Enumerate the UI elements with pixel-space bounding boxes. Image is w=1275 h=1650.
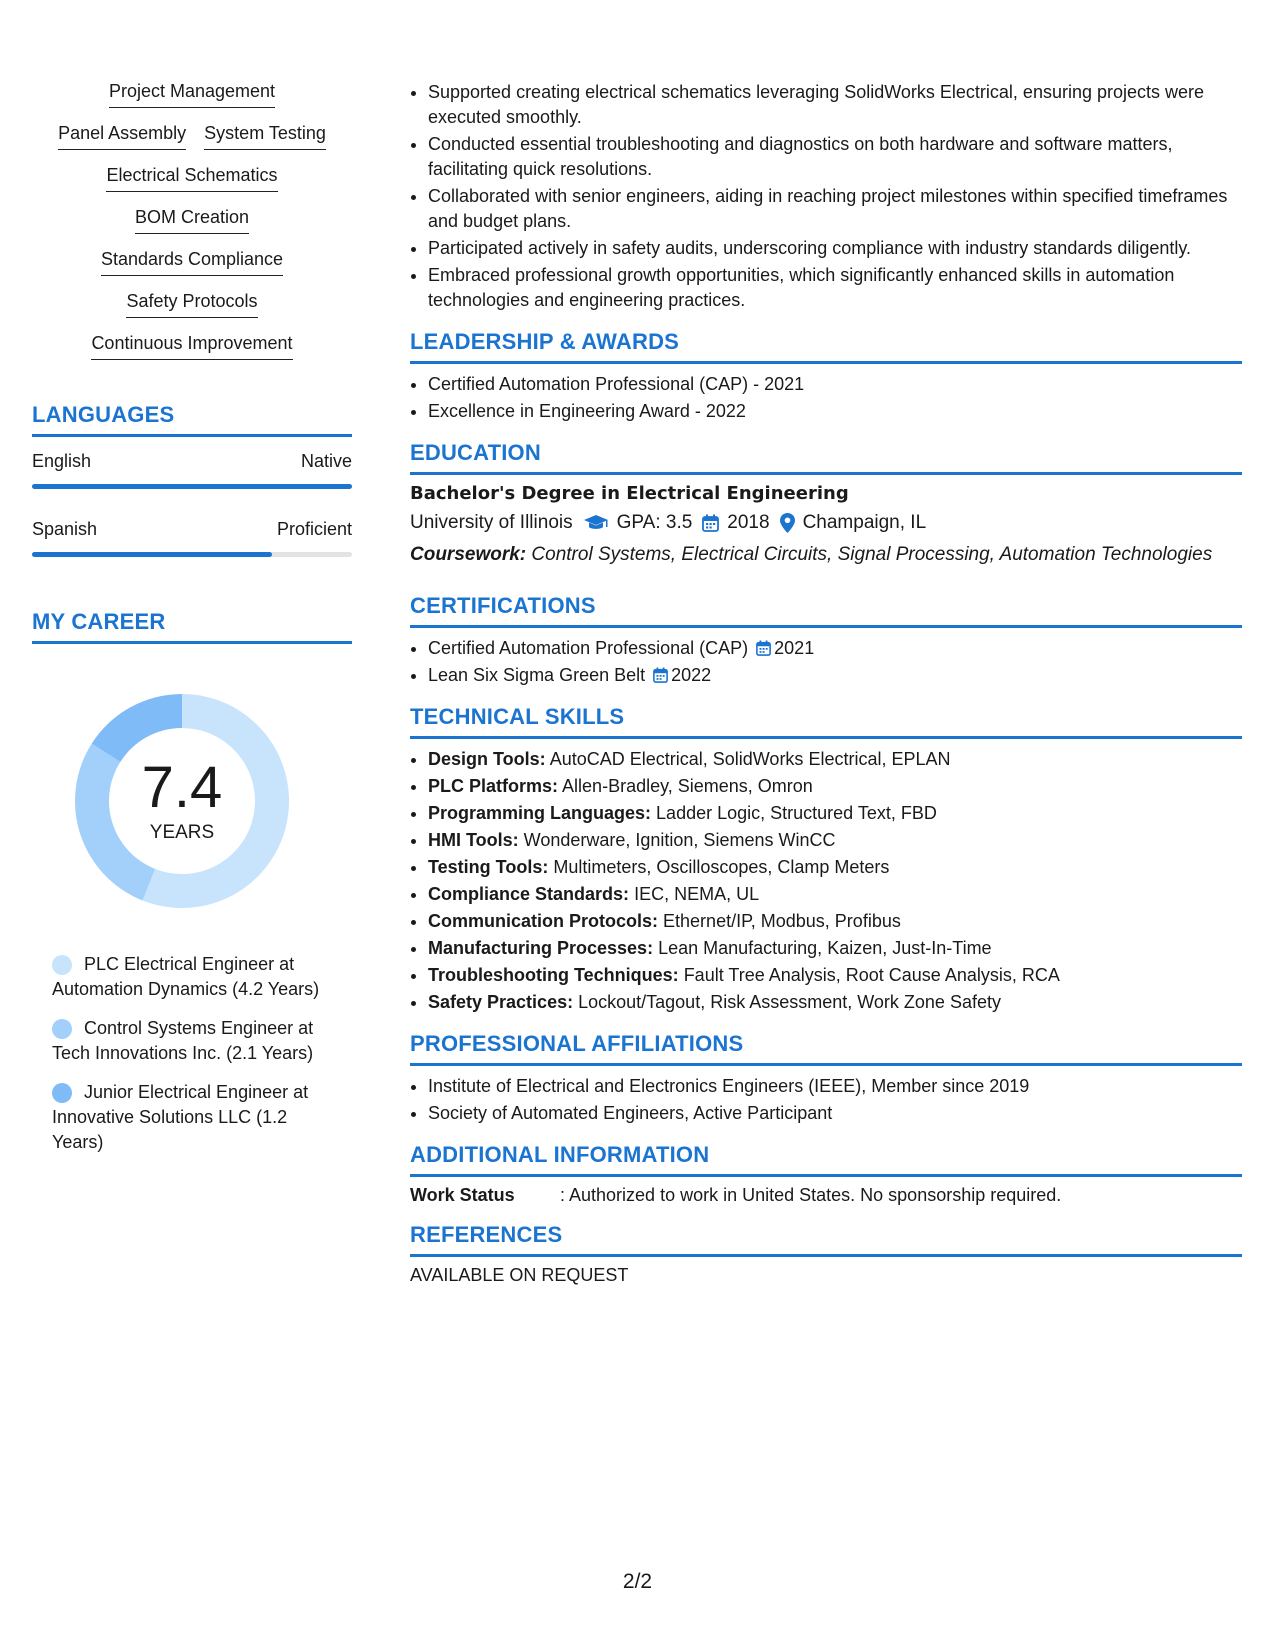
skill-values: AutoCAD Electrical, SolidWorks Electrical, EPLAN: [549, 749, 951, 769]
skill-values: Fault Tree Analysis, Root Cause Analysis, RCA: [683, 965, 1060, 985]
graduation-year: 2018: [727, 512, 770, 533]
leadership-list: [410, 372, 1242, 424]
career-years-unit: YEARS: [149, 822, 215, 843]
languages-heading: LANGUAGES: [32, 402, 352, 437]
skill-values: Lockout/Tagout, Risk Assessment, Work Zone Safety: [578, 992, 1001, 1012]
skill-category: Communication Protocols:: [428, 911, 659, 931]
degree-title: Bachelor's Degree in Electrical Engineering: [410, 483, 849, 504]
technical-skills-list: [410, 747, 1242, 1015]
language-level: Proficient: [276, 519, 352, 539]
skill-category: Troubleshooting Techniques:: [428, 965, 679, 985]
language-level: Native: [300, 451, 352, 471]
career-donut: [67, 686, 297, 916]
experience-bullet: • Participated actively in safety audits, underscoring compliance with industry standards diligently.: [428, 236, 1242, 261]
skill-values: IEC, NEMA, UL: [634, 884, 760, 904]
gpa: GPA: 3.5: [616, 512, 693, 533]
technical-skill-item: [428, 774, 1242, 799]
language-bar-fill: [32, 484, 352, 489]
technical-skill-item: [428, 747, 1242, 772]
calendar-icon: [702, 514, 719, 532]
work-status: [410, 1185, 1242, 1206]
skill-tag: Standards Compliance: [101, 248, 283, 276]
career-total-years: 7.4: [141, 755, 223, 820]
skill-category: Design Tools:: [428, 749, 546, 769]
work-status-label: Work Status: [410, 1185, 515, 1205]
calendar-icon: [756, 640, 771, 656]
references-heading: REFERENCES: [410, 1222, 1242, 1257]
language-name: English: [32, 451, 92, 471]
language-bar: [32, 552, 352, 557]
education-details: [410, 512, 1242, 534]
skill-tag: Safety Protocols: [126, 290, 257, 318]
affiliation-item: • Institute of Electrical and Electronics Engineers (IEEE), Member since 2019: [428, 1074, 1242, 1099]
skill-values: Allen-Bradley, Siemens, Omron: [562, 776, 813, 796]
legend-dot: [52, 955, 72, 975]
experience-bullets: [410, 80, 1242, 313]
career-role: Junior Electrical Engineer at Innovative Solutions LLC (1.2 Years): [52, 1082, 309, 1152]
certification-name: Lean Six Sigma Green Belt: [428, 665, 646, 685]
career-legend-item: [52, 952, 332, 1002]
career-legend-item: [52, 1080, 332, 1155]
technical-skill-item: [428, 990, 1242, 1015]
work-status-value: : Authorized to work in United States. No sponsorship required.: [560, 1185, 1062, 1205]
skill-tag: Panel Assembly: [58, 122, 186, 150]
skill-category: Programming Languages:: [428, 803, 652, 823]
coursework-label: Coursework:: [410, 544, 527, 565]
left-column: [32, 80, 352, 1169]
skill-tag: BOM Creation: [135, 206, 249, 234]
award-item: • Certified Automation Professional (CAP) - 2021: [428, 372, 1242, 397]
technical-skill-item: [428, 963, 1242, 988]
right-column: [410, 80, 1242, 1286]
career-role: PLC Electrical Engineer at Automation Dynamics (4.2 Years): [52, 954, 320, 999]
certifications-list: [410, 636, 1242, 688]
career-legend: [52, 952, 352, 1155]
skills-tags: [32, 80, 352, 360]
experience-bullet: • Supported creating electrical schematics leveraging SolidWorks Electrical, ensuring projects were executed smoothly.: [428, 80, 1242, 130]
leadership-heading: LEADERSHIP & AWARDS: [410, 329, 1242, 364]
additional-info-heading: ADDITIONAL INFORMATION: [410, 1142, 1242, 1177]
languages-list: [32, 451, 352, 557]
technical-skill-item: [428, 855, 1242, 880]
skill-category: Manufacturing Processes:: [428, 938, 654, 958]
technical-skills-heading: TECHNICAL SKILLS: [410, 704, 1242, 739]
certification-item: [428, 636, 1242, 661]
affiliations-list: [410, 1074, 1242, 1126]
coursework-list: Control Systems, Electrical Circuits, Signal Processing, Automation Technologies: [531, 544, 1213, 565]
certification-year: 2021: [774, 638, 815, 658]
legend-dot: [52, 1083, 72, 1103]
career-role: Control Systems Engineer at Tech Innovations Inc. (2.1 Years): [52, 1018, 314, 1063]
skill-values: Wonderware, Ignition, Siemens WinCC: [523, 830, 836, 850]
school-name: University of Illinois: [410, 512, 573, 533]
skill-category: Compliance Standards:: [428, 884, 630, 904]
language-entry: [32, 519, 352, 557]
technical-skill-item: [428, 828, 1242, 853]
skill-values: Ethernet/IP, Modbus, Profibus: [663, 911, 901, 931]
page-number: 2/2: [622, 1570, 653, 1593]
language-entry: [32, 451, 352, 489]
skill-tag: Continuous Improvement: [91, 332, 292, 360]
technical-skill-item: [428, 909, 1242, 934]
skill-values: Multimeters, Oscilloscopes, Clamp Meters: [553, 857, 890, 877]
technical-skill-item: [428, 801, 1242, 826]
skill-category: PLC Platforms:: [428, 776, 559, 796]
legend-dot: [52, 1019, 72, 1039]
location-pin-icon: [780, 513, 795, 533]
experience-bullet: • Embraced professional growth opportunities, which significantly enhanced skills in automation technologies and engineering practices.: [428, 263, 1242, 313]
experience-bullet: • Conducted essential troubleshooting and diagnostics on both hardware and software matters, facilitating quick resolutions.: [428, 132, 1242, 182]
language-bar-fill: [32, 552, 272, 557]
skill-tag: System Testing: [204, 122, 326, 150]
technical-skill-item: [428, 882, 1242, 907]
certification-name: Certified Automation Professional (CAP): [428, 638, 749, 658]
affiliation-item: • Society of Automated Engineers, Active Participant: [428, 1101, 1242, 1126]
skill-values: Ladder Logic, Structured Text, FBD: [656, 803, 937, 823]
experience-bullet: • Collaborated with senior engineers, aiding in reaching project milestones within specified timeframes and budget plans.: [428, 184, 1242, 234]
language-name: Spanish: [32, 519, 98, 539]
skill-category: Testing Tools:: [428, 857, 549, 877]
education-heading: EDUCATION: [410, 440, 1242, 475]
technical-skill-item: [428, 936, 1242, 961]
skill-values: Lean Manufacturing, Kaizen, Just-In-Time: [658, 938, 992, 958]
skill-tag: Electrical Schematics: [106, 164, 277, 192]
certification-year: 2022: [671, 665, 712, 685]
career-legend-item: [52, 1016, 332, 1066]
language-bar: [32, 484, 352, 489]
affiliations-heading: PROFESSIONAL AFFILIATIONS: [410, 1031, 1242, 1066]
skill-category: HMI Tools:: [428, 830, 519, 850]
calendar-icon: [653, 667, 668, 683]
certification-item: [428, 663, 1242, 688]
certifications-heading: CERTIFICATIONS: [410, 593, 1242, 628]
skill-category: Safety Practices:: [428, 992, 574, 1012]
skill-tag: Project Management: [109, 80, 275, 108]
school-location: Champaign, IL: [802, 512, 927, 533]
career-heading: MY CAREER: [32, 609, 352, 644]
award-item: • Excellence in Engineering Award - 2022: [428, 399, 1242, 424]
references-text: AVAILABLE ON REQUEST: [410, 1265, 629, 1285]
graduation-cap-icon: [583, 514, 609, 532]
coursework: [410, 542, 1242, 567]
